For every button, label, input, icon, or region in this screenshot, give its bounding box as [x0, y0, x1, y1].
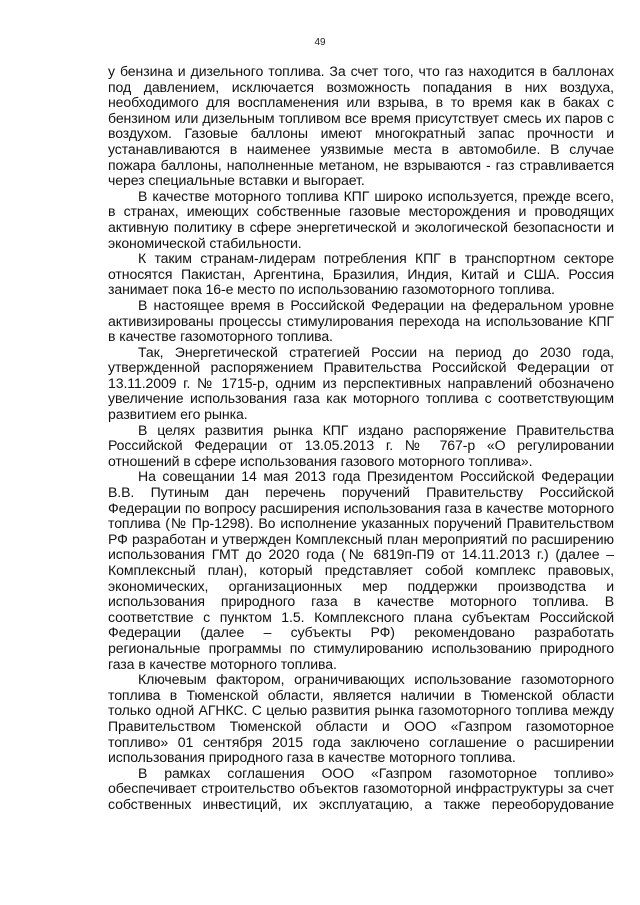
paragraph-cng-usage: В качестве моторного топлива КПГ широко используется, прежде всего, в странах, имеющих собственные газовые месторождения и проводящих активную политику в сфере энергетической и экологической безопасности и экономической стабильности. — [108, 187, 614, 251]
body-text — [108, 64, 614, 813]
paragraph-leader-countries: К таким странам-лидерам потребления КПГ в транспортном секторе относятся Пакистан, Аргентина, Бразилия, Индия, Китай и США. Россия занимает пока 16-е место по использованию газомоторного топлива. — [108, 250, 614, 298]
paragraph-fuel-safety: у бензина и дизельного топлива. За счет того, что газ находится в баллонах под давлением, исключается возможность попадания в них воздуха, необходимого для воспламенения или взрыва, в то время как в баках с бензином или дизельным топливом все время присутствует смесь их паров с воздухом. Газовые баллоны имеют многократный запас прочности и устанавливаются в наименее уязвимые места в автомобиле. В случае пожара баллоны, наполненные метаном, не взрываются - газ стравливается через специальные вставки и выгорает. — [108, 63, 614, 189]
page-number: 49 — [314, 37, 326, 48]
paragraph-federal-level: В настоящее время в Российской Федерации на федеральном уровне активизированы процессы стимулирования перехода на использование КПГ в качестве газомоторного топлива. — [108, 296, 614, 345]
paragraph-government-order: В целях развития рынка КПГ издано распоряжение Правительства Российской Федерации от 13.05.2013 г. № 767-р «О регулировании отношений в сфере использования газового моторного топлива». — [108, 421, 614, 469]
paragraph-agreement: В рамках соглашения ООО «Газпром газомоторное топливо» обеспечивает строительство объектов газомоторной инфраструктуры за счет собственных инвестиций, их эксплуатацию, а также переоборудование — [108, 764, 614, 812]
paragraph-tyumen-region: Ключевым фактором, ограничивающих использование газомоторного топлива в Тюменской области, является наличии в Тюменской области только одной АГНКС. С целью развития рынка газомоторного топлива между Правительством Тюменской области и ООО «Газпром газомоторное топливо» 01 сентября 2015 года заключено соглашение о расширении использования природного газа в качестве моторного топлива. — [108, 671, 614, 766]
paragraph-comprehensive-plan: На совещании 14 мая 2013 года Президентом Российской Федерации В.В. Путиным дан перечень поручений Правительству Российской Федерации по вопросу расширения использования газа в качестве моторного топлива (№ Пр-1298). Во исполнение указанных поручений Правительством РФ разработан и утвержден Комплексный план мероприятий по расширению использования ГМТ до 2020 года (№ 6819п-П9 от 14.11.2013 г.) (далее – Комплексный план), который представляет собой комплекс правовых, экономических, организационных мер поддержки производства и использования природного газа в качестве моторного топлива. В соответствие с пунктом 1.5. Комплексного плана субъектам Российской Федерации (далее – субъекты РФ) рекомендовано разработать региональные программы по стимулированию использованию природного газа в качестве моторного топлива. — [108, 468, 614, 672]
paragraph-energy-strategy: Так, Энергетической стратегией России на период до 2030 года, утвержденной распоряжением Правительства Российской Федерации от 13.11.2009 г. № 1715-р, одним из перспективных направлений обозначено увеличение использования газа как моторного топлива с соответствующим развитием его рынка. — [108, 343, 614, 423]
